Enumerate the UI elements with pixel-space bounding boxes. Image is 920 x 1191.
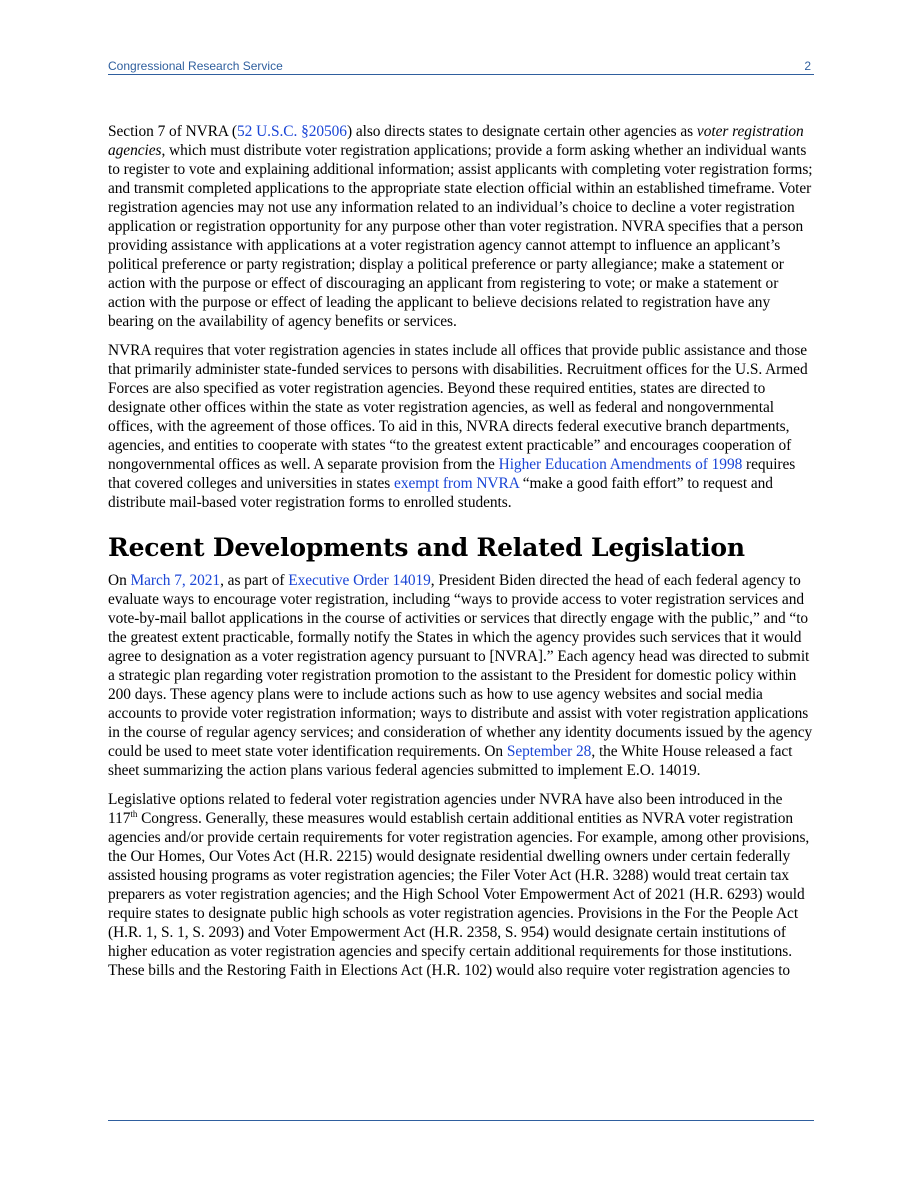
paragraph-required-agencies (108, 341, 814, 512)
september-28-link[interactable]: September 28 (506, 743, 592, 760)
march-7-2021-link[interactable]: March 7, 2021 (130, 572, 221, 589)
page-header (108, 58, 814, 75)
paragraph-section-7 (108, 122, 814, 331)
higher-education-amendments-link[interactable]: Higher Education Amendments of 1998 (498, 456, 743, 473)
exempt-from-nvra-link[interactable]: exempt from NVRA (394, 475, 519, 492)
text-run: “make a good faith effort” to request and distribute mail-based voter registration forms to enrolled students. (108, 475, 773, 511)
emphasis-term: voter registration agencies (108, 123, 804, 159)
header-organization: Congressional Research Service (108, 59, 283, 73)
ordinal-superscript: th (130, 808, 138, 819)
footer-divider (108, 1120, 814, 1121)
text-run: Section 7 of NVRA ( (108, 123, 238, 140)
text-run: , which must distribute voter registration applications; provide a form asking whether an individual wants to register to vote and explaining additional information; assist applicants with completing voter registration forms; and transmit completed applications to the appropriate state election official within an established timeframe. Voter registration agencies may not use any information related to an individual’s choice to decline a voter registration application or registration opportunity for any purpose other than voter registration. NVRA specifies that a person providing assistance with applications at a voter registration agency cannot attempt to influence an applicant’s political preference or party registration; display a political preference or party allegiance; make a statement or action with the purpose or effect of discouraging an applicant from registering to vote; or make a statement or action with the purpose or effect of leading the applicant to believe decisions related to registration have any bearing on the availability of agency benefits or services. (108, 142, 813, 330)
text-run: On (108, 572, 131, 589)
text-run: ) also directs states to designate certain other agencies as (346, 123, 697, 140)
section-heading: Recent Developments and Related Legislation (108, 533, 745, 562)
text-run: Congress. Generally, these measures would establish certain additional entities as NVRA voter registration agencies and/or provide certain requirements for voter registration agencies. For example, among other provisions, the Our Homes, Our Votes Act (H.R. 2215) would designate residential dwelling owners under certain federally assisted housing programs as voter registration agencies; the Filer Voter Act (H.R. 3288) would treat certain tax preparers as voter registration agencies; and the High School Voter Empowerment Act of 2021 (H.R. 6293) would require states to designate public high schools as voter registration agencies. Provisions in the For the People Act (H.R. 1, S. 1, S. 2093) and Voter Empowerment Act (H.R. 2358, S. 954) would designate certain institutions of higher education as voter registration agencies and specify certain additional requirements for those institutions. These bills and the Restoring Faith in Elections Act (H.R. 102) would also require voter registration agencies to (108, 810, 810, 979)
text-run: Legislative options related to federal voter registration agencies under NVRA have also been introduced in the 117 (108, 791, 783, 827)
document-body (108, 122, 814, 990)
page-number: 2 (804, 59, 811, 73)
text-run: , as part of (220, 572, 289, 589)
executive-order-14019-link[interactable]: Executive Order 14019 (288, 572, 431, 589)
text-run: , the White House released a fact sheet summarizing the action plans various federal agencies submitted to implement E.O. 14019. (108, 743, 793, 779)
text-run: , President Biden directed the head of each federal agency to evaluate ways to encourage voter registration, including “ways to provide access to voter registration services and vote-by-mail ballot applications in the course of activities or services that directly engage with the public,” and “to the greatest extent practicable, formally notify the States in which the agency provides such services that it would agree to designation as a voter registration agency pursuant to [NVRA].” Each agency head was directed to submit a strategic plan regarding voter registration promotion to the assistant to the President for domestic policy within 200 days. These agency plans were to include actions such as how to use agency websites and social media accounts to provide voter registration information; ways to distribute and assist with voter registration applications in the course of regular agency services; and consideration of whether any identity documents issued by the agency could be used to meet state voter identification requirements. On (108, 572, 813, 760)
paragraph-executive-order (108, 571, 814, 780)
text-run: requires that covered colleges and universities in states (108, 456, 796, 492)
text-run: NVRA requires that voter registration agencies in states include all offices that provide public assistance and those that primarily administer state-funded services to persons with disabilities. Recruitment offices for the U.S. Armed Forces are also specified as voter registration agencies. Beyond these required entities, states are directed to designate other offices within the state as voter registration agencies, as well as federal and nongovernmental offices, with the agreement of those offices. To aid in this, NVRA directs federal executive branch departments, agencies, and entities to cooperate with states “to the greatest extent practicable” and encourages cooperation of nongovernmental offices as well. A separate provision from the (108, 342, 808, 473)
paragraph-legislative-options (108, 790, 814, 980)
usc-20506-link[interactable]: 52 U.S.C. §20506 (237, 123, 347, 140)
